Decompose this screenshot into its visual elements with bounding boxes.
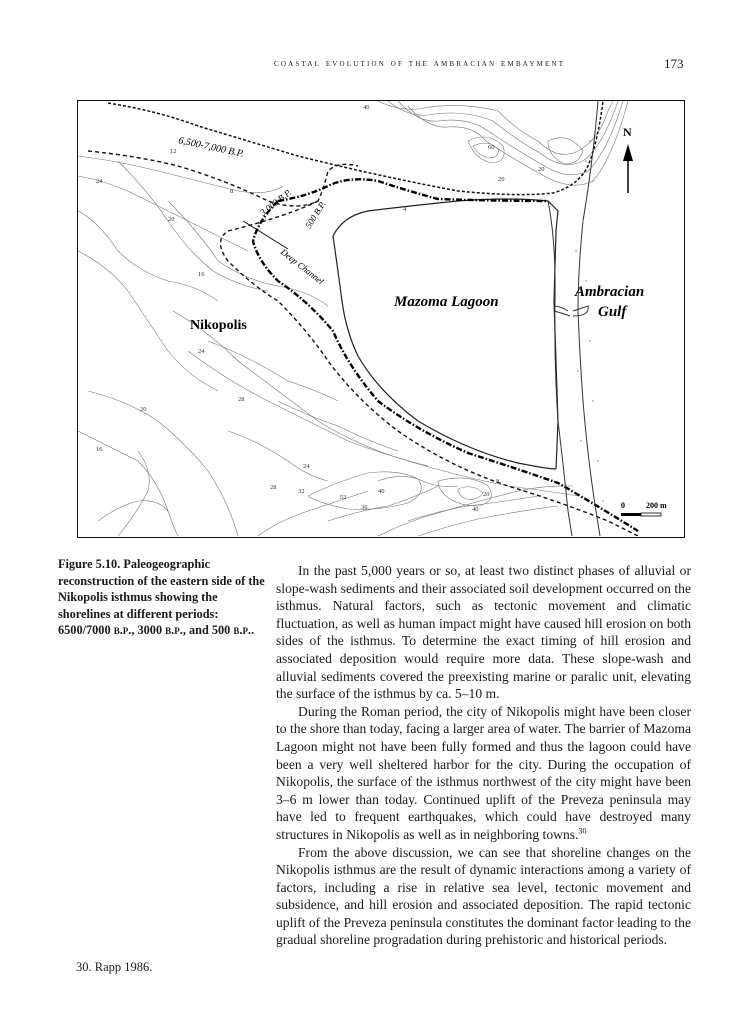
contour-label: 20 xyxy=(538,166,545,173)
caption-bp: b.p. xyxy=(113,623,132,638)
contour-label: 24 xyxy=(198,348,205,355)
body-text xyxy=(276,562,691,949)
footnote-ref: 30 xyxy=(578,826,587,836)
contour-label: 12 xyxy=(170,148,177,155)
paragraph-text: During the Roman period, the city of Nikopolis might have been closer to the shore than today, facing a larger area of water. The barrier of Mazoma Lagoon might not have been fully formed and thus the lagoon could have been a very well sheltered harbor for the city. During the occupation of Nikopolis, the surface of the isthmus northwest of the city might have been 3–6 m lower than today. Continued uplift of the Preveza peninsula may have led to frequent earthquakes, which could have destroyed many structures in Nikopolis as well as in neighboring towns. xyxy=(276,703,691,842)
contour-label: 40 xyxy=(378,488,385,495)
lagoon-shore xyxy=(333,199,558,469)
contour-label: 24 xyxy=(96,178,103,185)
label-shoreline-3000: 3,000 B.P. xyxy=(258,187,294,218)
contour-label: 32 xyxy=(298,488,305,495)
contour-label: 28 xyxy=(238,396,245,403)
caption-and: , and 500 xyxy=(182,623,231,638)
contour-label: 28 xyxy=(270,484,277,491)
contour-label: 60 xyxy=(488,144,495,151)
contour-label: 8 xyxy=(496,478,500,485)
deep-channel-line xyxy=(243,221,288,249)
figure-caption: Figure 5.10. Paleogeographic reconstruction of the eastern side of the Nikopolis isthmus showing the shorelines at different periods: 6500/7000 b.p., 3000 b.p., and 500 b.p.. xyxy=(58,557,265,638)
contour-label: 52 xyxy=(340,494,347,501)
paragraph: From the above discussion, we can see that shoreline changes on the Nikopolis isthmus are the result of dynamic interactions among a variety of factors, including a rise in relative sea level, tectonic movement and subsidence, and hill erosion and associated deposition. The rapid tectonic uplift of the Preveza peninsula constitutes the dominant factor leading to the gradual shoreline progradation during prehistoric and historical periods. xyxy=(276,844,691,948)
label-shoreline-500: 500 B.P. xyxy=(303,199,328,231)
north-label: N xyxy=(623,125,632,139)
paragraph xyxy=(276,703,691,844)
caption-bp: b.p. xyxy=(233,623,252,638)
contour-label: 36 xyxy=(361,504,368,511)
label-gulf-line2: Gulf xyxy=(598,304,627,320)
contour-label: 20 xyxy=(168,216,175,223)
coastal-stipple xyxy=(575,140,603,501)
contour-label: 8 xyxy=(230,188,234,195)
page-number: 173 xyxy=(664,56,684,71)
footnote: 30. Rapp 1986. xyxy=(76,960,153,974)
caption-bp: b.p. xyxy=(165,623,183,638)
label-nikopolis: Nikopolis xyxy=(190,318,247,333)
caption-text: Paleogeographic reconstruction of the eastern side of the Nikopolis isthmus showing the shorelines at different periods: 6500/7000 xyxy=(58,557,265,638)
contour-label: 40 xyxy=(363,104,370,111)
contour-lines xyxy=(78,101,628,536)
scale-length: 200 m xyxy=(646,501,667,510)
north-arrow-icon xyxy=(623,144,633,193)
contour-label: 4 xyxy=(403,206,407,213)
scale-zero: 0 xyxy=(621,501,625,510)
contour-label: 16 xyxy=(198,271,205,278)
paragraph: In the past 5,000 years or so, at least two distinct phases of alluvial or slope-wash sediments and their associated soil development occurred on the isthmus. Natural factors, such as tectonic movement and climatic fluctuation, as well as human impact might have caused hill erosion on both sides of the isthmus. To determine the exact timing of hill erosion and associated deposition would require more data. These slope-wash and alluvial sediments covered the preexisting marine or paralic unit, elevating the surface of the isthmus by ca. 5–10 m. xyxy=(276,563,691,702)
scale-bar xyxy=(621,513,661,516)
contour-label: 16 xyxy=(96,446,103,453)
contour-label: 20 xyxy=(498,176,505,183)
label-deep-channel: Deep Channel xyxy=(278,246,326,287)
contour-label: 20 xyxy=(483,491,490,498)
figure-map xyxy=(77,100,685,538)
contour-label: 20 xyxy=(140,406,147,413)
label-shoreline-6500: 6,500-7,000 B.P. xyxy=(177,135,245,160)
running-head: coastal evolution of the ambracian embayment xyxy=(274,58,566,69)
label-lagoon: Mazoma Lagoon xyxy=(394,294,499,310)
caption-label: Figure 5.10. xyxy=(58,557,121,571)
label-gulf-line1: Ambracian xyxy=(575,284,645,300)
contour-label: 24 xyxy=(303,463,310,470)
contour-label: 40 xyxy=(472,506,479,513)
caption-mid: , 3000 xyxy=(131,623,163,638)
